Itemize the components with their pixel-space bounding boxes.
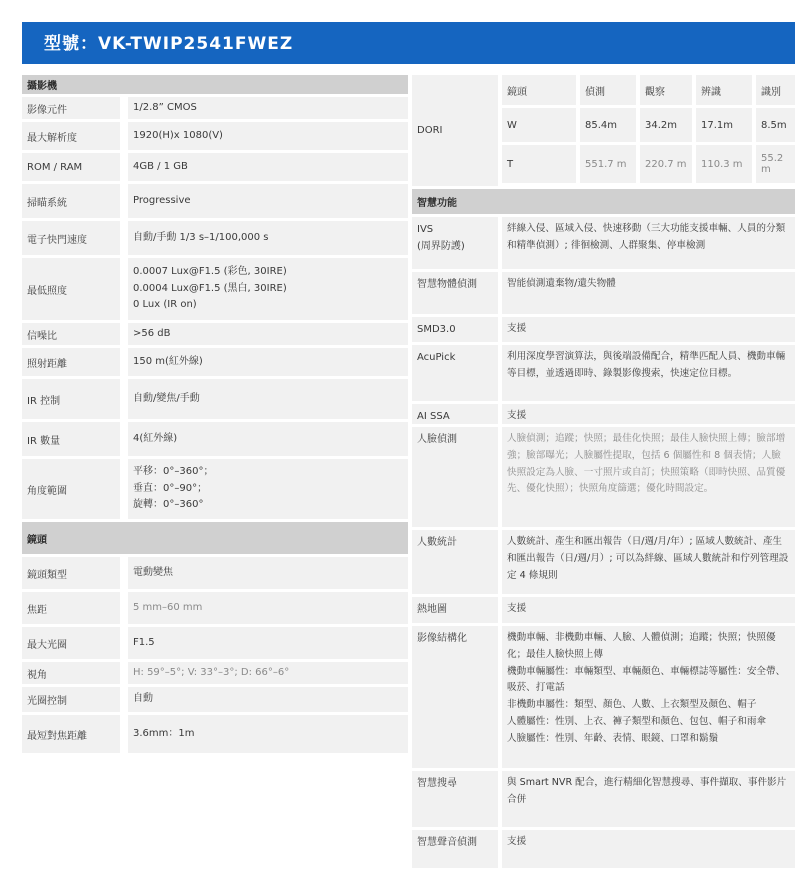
spec-value	[128, 153, 408, 181]
spec-value-line: 電動變焦	[133, 566, 173, 578]
spec-value	[128, 323, 408, 345]
spec-row	[22, 687, 408, 712]
smart-row	[412, 597, 795, 623]
dori-cell: 85.4m	[580, 108, 640, 142]
spec-row	[22, 323, 408, 345]
spec-value-line: 自動/手動 1/3 s–1/100,000 s	[133, 231, 269, 243]
spec-row	[22, 715, 408, 753]
spec-value-line: 1/2.8” CMOS	[133, 101, 197, 113]
smart-row	[412, 317, 795, 342]
spec-value-line: 3.6mm：1m	[133, 727, 195, 739]
spec-value	[128, 687, 408, 712]
spec-label: 視角	[22, 666, 120, 681]
spec-value-line: 0.0004 Lux@F1.5 (黑白, 30IRE)	[133, 282, 287, 294]
smart-value: 支援	[502, 317, 795, 342]
spec-label: 最短對焦距離	[22, 727, 120, 742]
dori-cell: 17.1m	[696, 108, 756, 142]
column-divider	[120, 687, 128, 712]
spec-value-line: 垂直：0°–90°；	[133, 482, 208, 494]
spec-label: 信噪比	[22, 327, 120, 342]
smart-value: 絆線入侵、區域入侵、快速移動（三大功能支援車輛、人員的分類和精準偵測）; 徘徊檢測、人群聚集、停車檢測	[502, 217, 795, 269]
spec-value	[128, 592, 408, 624]
smart-label	[412, 345, 498, 401]
column-divider	[120, 715, 128, 753]
dori-cell: 220.7 m	[640, 145, 696, 183]
column-divider	[120, 348, 128, 376]
column-divider	[120, 258, 128, 320]
spec-label: ROM / RAM	[22, 162, 120, 173]
dori-row	[502, 108, 795, 142]
column-divider	[120, 422, 128, 456]
spec-value	[128, 715, 408, 753]
spec-value	[128, 459, 408, 519]
smart-row	[412, 771, 795, 827]
spec-value	[128, 422, 408, 456]
smart-label	[412, 626, 498, 768]
smart-value: 人數統計、產生和匯出報告（日/週/月/年）; 區域人數統計、產生和匯出報告（日/週/月）; 可以為絆線、區域人數統計和佇列管理設定 4 條規則	[502, 530, 795, 594]
dori-cell: 34.2m	[640, 108, 696, 142]
spec-row	[22, 221, 408, 255]
smart-label	[412, 771, 498, 827]
column-divider	[120, 379, 128, 419]
smart-value: 支援	[502, 404, 795, 424]
spec-label: 鏡頭類型	[22, 566, 120, 581]
smart-value: 智能偵測遺棄物/遺失物體	[502, 272, 795, 314]
spec-label: IR 控制	[22, 392, 120, 407]
column-divider	[120, 122, 128, 150]
spec-row	[22, 422, 408, 456]
dori-cell: 辨識	[696, 75, 756, 105]
smart-value: 機動車輛、非機動車輛、人臉、人體偵測；追蹤；快照；快照優化；最佳人臉快照上傳 機動車輛屬性：車輛類型、車輛顏色、車輛標誌等屬性：安全帶、吸菸、打電話 非機動車屬性：類型、顏色、人數、上衣類型及顏色、帽子 人體屬性：性別、上衣、褲子類型和顏色、包包、帽子和雨傘 人臉屬性：性別、年齡、表情、眼鏡、口罩和鬍鬚	[502, 626, 795, 768]
column-divider	[120, 662, 128, 684]
spec-value	[128, 627, 408, 659]
smart-label-line: 熱地圖	[417, 604, 447, 615]
column-divider	[120, 97, 128, 119]
dori-header-row	[502, 75, 795, 105]
dori-cell: 識別	[761, 86, 781, 98]
column-divider	[120, 557, 128, 589]
column-divider	[120, 184, 128, 218]
dori-cell: T	[502, 145, 580, 183]
smart-label-line: 影像結構化	[417, 633, 467, 644]
dori-cell: 偵測	[580, 75, 640, 105]
smart-value: 人臉偵測；追蹤；快照；最佳化快照；最佳人臉快照上傳；臉部增強；臉部曝光；人臉屬性提取，包括 6 個屬性和 8 個表情；人臉快照設定為人臉、一寸照片或自訂；快照策略（即時快照、品質優先、優化快照）；快照角度篩選；優化時間設定。	[502, 427, 795, 527]
left-spec-column	[22, 75, 408, 756]
spec-value	[128, 557, 408, 589]
right-spec-column	[412, 75, 795, 871]
spec-row	[22, 459, 408, 519]
spec-value-line: 自動	[133, 693, 153, 705]
smart-label	[412, 404, 498, 424]
spec-row	[22, 184, 408, 218]
smart-label	[412, 530, 498, 594]
dori-label: DORI	[412, 75, 498, 186]
spec-value	[128, 221, 408, 255]
spec-value-line: 旋轉：0°–360°	[133, 499, 204, 511]
smart-label-line: AI SSA	[417, 411, 450, 422]
smart-label	[412, 317, 498, 342]
spec-label: 照射距離	[22, 355, 120, 370]
dori-cell: 110.3 m	[696, 145, 756, 183]
spec-value	[128, 97, 408, 119]
smart-row	[412, 530, 795, 594]
spec-row	[22, 662, 408, 684]
spec-value	[128, 379, 408, 419]
spec-label: 焦距	[22, 601, 120, 616]
spec-value-line: 0 Lux (IR on)	[133, 299, 197, 311]
spec-value-line: 150 m(紅外線)	[133, 355, 203, 367]
smart-label-line: 智慧聲音偵測	[417, 837, 477, 848]
smart-row	[412, 217, 795, 269]
smart-label-line: SMD3.0	[417, 324, 456, 335]
spec-value-line: 自動/變焦/手動	[133, 392, 200, 404]
spec-row	[22, 122, 408, 150]
spec-value-line: H: 59°–5°; V: 33°–3°; D: 66°–6°	[133, 666, 290, 678]
spec-value-line: 4(紅外線)	[133, 432, 178, 444]
column-divider	[120, 323, 128, 345]
spec-row	[22, 592, 408, 624]
spec-label: 最大光圈	[22, 636, 120, 651]
spec-label: 最大解析度	[22, 129, 120, 144]
smart-value: 支援	[502, 597, 795, 623]
smart-label	[412, 272, 498, 314]
dori-cell: 觀察	[640, 75, 696, 105]
model-title: 型號：VK-TWIP2541FWEZ	[22, 22, 795, 64]
smart-label-line: 智慧物體偵測	[417, 279, 477, 290]
smart-row	[412, 345, 795, 401]
section-lens: 鏡頭	[22, 522, 408, 554]
spec-row	[22, 348, 408, 376]
spec-value-line: >56 dB	[133, 327, 171, 339]
section-camera: 攝影機	[22, 75, 408, 94]
spec-value	[128, 122, 408, 150]
dori-table	[412, 75, 795, 186]
dori-cell: 8.5m	[761, 119, 787, 131]
section-smart-functions: 智慧功能	[412, 189, 795, 214]
smart-label-line: 人數統計	[417, 537, 457, 548]
column-divider	[120, 627, 128, 659]
smart-row	[412, 427, 795, 527]
smart-label-line: (周界防護)	[417, 241, 465, 252]
smart-row	[412, 830, 795, 868]
spec-value-line: 4GB / 1 GB	[133, 160, 188, 172]
spec-value	[128, 184, 408, 218]
smart-row	[412, 272, 795, 314]
spec-label: IR 數量	[22, 432, 120, 447]
smart-label-line: AcuPick	[417, 352, 456, 363]
spec-row	[22, 97, 408, 119]
column-divider	[120, 221, 128, 255]
dori-row	[502, 145, 795, 183]
spec-value	[128, 662, 408, 684]
dori-cell: 鏡頭	[502, 75, 580, 105]
spec-row	[22, 153, 408, 181]
spec-label: 影像元件	[22, 101, 120, 116]
spec-row	[22, 627, 408, 659]
spec-label: 光圈控制	[22, 692, 120, 707]
spec-label: 角度範圍	[22, 482, 120, 497]
smart-label-line: 人臉偵測	[417, 434, 457, 445]
smart-value: 與 Smart NVR 配合，進行精細化智慧搜尋、事件擷取、事件影片合併	[502, 771, 795, 827]
smart-label-line: 智慧搜尋	[417, 778, 457, 789]
smart-label	[412, 830, 498, 868]
spec-row	[22, 557, 408, 589]
spec-value-line: 5 mm–60 mm	[133, 601, 203, 613]
spec-row	[22, 379, 408, 419]
smart-label	[412, 597, 498, 623]
spec-value-line: 平移：0°–360°；	[133, 466, 214, 478]
spec-value-line: Progressive	[133, 194, 191, 206]
smart-label	[412, 217, 498, 269]
dori-cell: 55.2 m	[761, 153, 784, 175]
smart-label	[412, 427, 498, 527]
spec-value-line: 0.0007 Lux@F1.5 (彩色, 30IRE)	[133, 266, 287, 278]
smart-label-line: IVS	[417, 224, 434, 235]
spec-label: 最低照度	[22, 282, 120, 297]
column-divider	[120, 153, 128, 181]
spec-value-line: 1920(H)x 1080(V)	[133, 129, 223, 141]
column-divider	[120, 592, 128, 624]
column-divider	[120, 459, 128, 519]
smart-value: 利用深度學習演算法，與後端設備配合，精準匹配人員、機動車輛等目標，並透過即時、錄製影像搜索，快速定位目標。	[502, 345, 795, 401]
spec-label: 電子快門速度	[22, 231, 120, 246]
smart-row	[412, 404, 795, 424]
spec-value-line: F1.5	[133, 636, 155, 648]
dori-cell: 551.7 m	[580, 145, 640, 183]
dori-cell: W	[502, 108, 580, 142]
smart-row	[412, 626, 795, 768]
spec-label: 掃瞄系統	[22, 194, 120, 209]
spec-value	[128, 348, 408, 376]
spec-value	[128, 258, 408, 320]
smart-value: 支援	[502, 830, 795, 868]
spec-row	[22, 258, 408, 320]
